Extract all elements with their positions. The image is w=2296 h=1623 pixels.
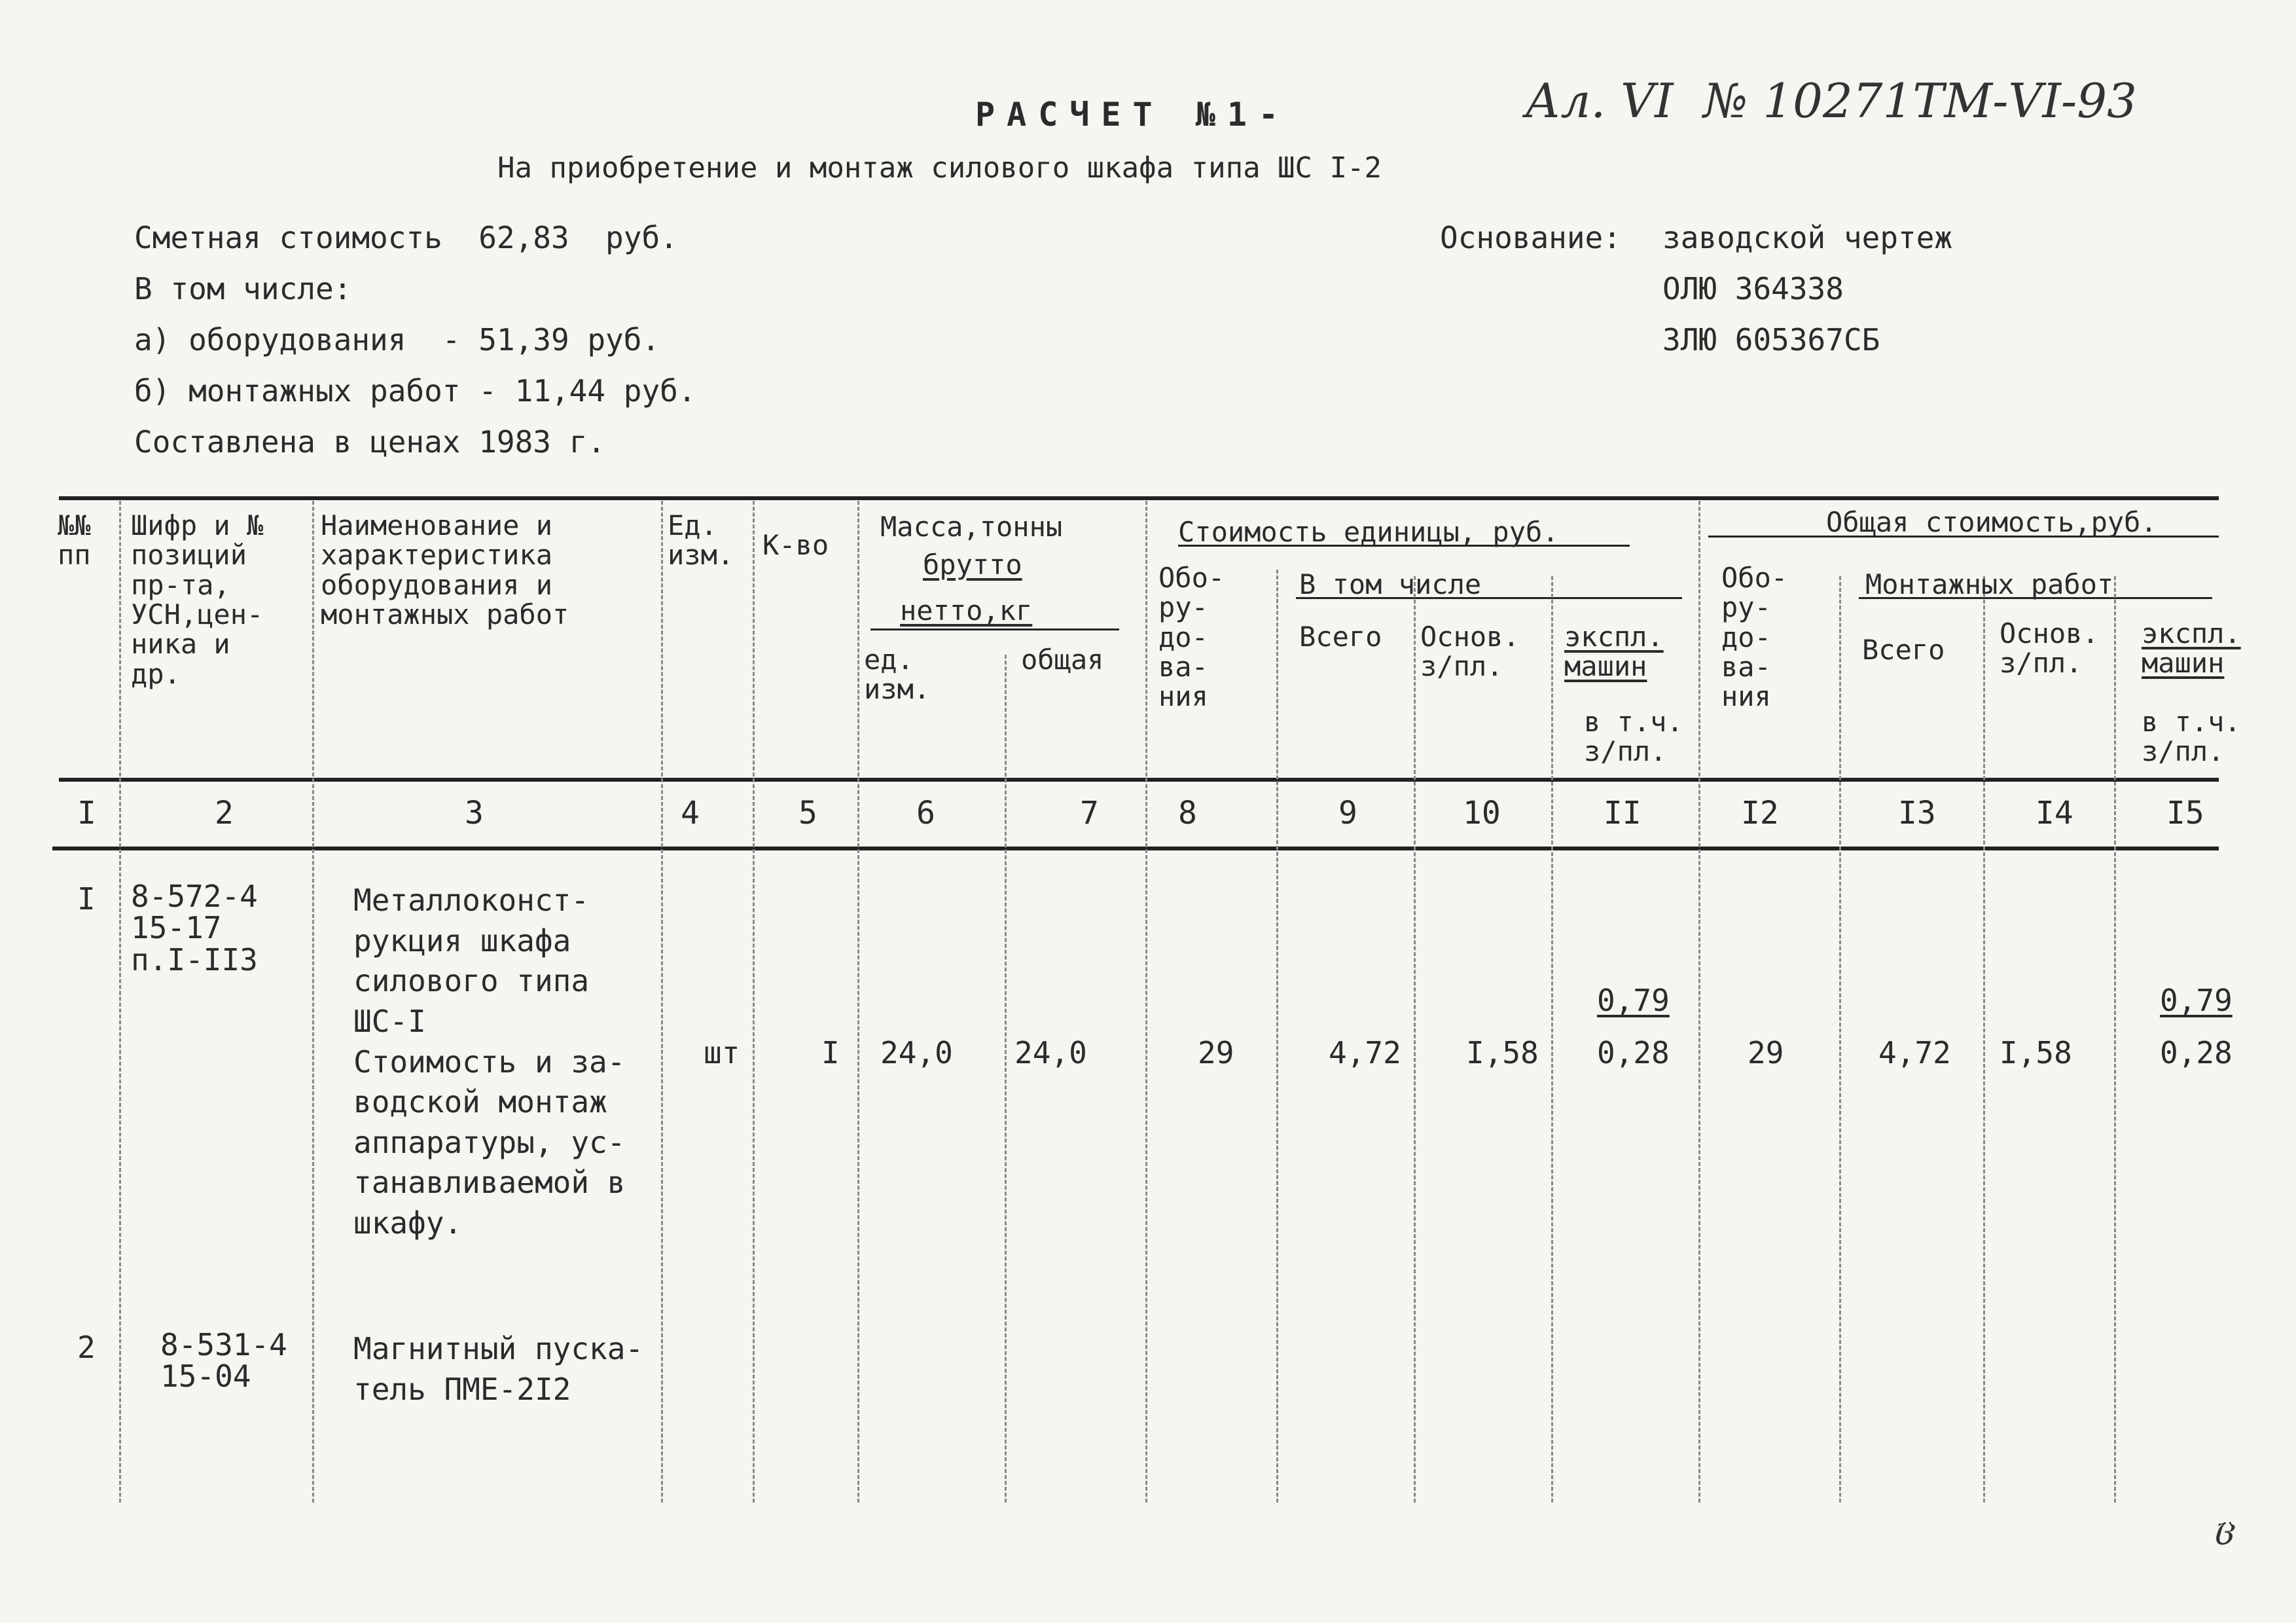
header-name: Наименование и характеристика оборудования и монтажных работ (321, 509, 569, 631)
col-divider (1414, 576, 1416, 1503)
col-divider (1005, 655, 1007, 1503)
header-mass-total: общая (1021, 644, 1104, 676)
row-1-number: I (77, 881, 96, 917)
col-divider (857, 501, 859, 1503)
col-number: 2 (215, 795, 234, 831)
header-incl-group: В том числе (1299, 568, 1482, 600)
row-2-number: 2 (77, 1330, 96, 1365)
mass-group-rule (870, 629, 1119, 630)
header-total-cost-group: Общая стоимость,руб. (1826, 506, 2157, 538)
col-divider (1698, 501, 1700, 1503)
header-mass-group: Масса,тонны (880, 511, 1063, 543)
col-number: 5 (798, 795, 817, 831)
row-1-machines-wage-total: 0,28 (2160, 1035, 2233, 1070)
estimate-cost: Сметная стоимость 62,83 руб. (134, 220, 678, 255)
row-1-name: Металлоконст- рукция шкафа силового типа ШС-I Стоимость и за- водской монтаж аппаратуры, ус- танавливаемой в шкафу. (353, 883, 626, 1241)
row-1-total-unit: 4,72 (1329, 1035, 1401, 1070)
basis-doc-1: ОЛЮ 364338 (1662, 271, 1844, 306)
col-number: I3 (1898, 795, 1936, 831)
header-bottom-rule (59, 778, 2219, 782)
col-divider (1145, 501, 1147, 1503)
col-divider (1983, 576, 1985, 1503)
header-machines-total: экспл. машин (2142, 617, 2241, 680)
row-1-machines-total: 0,79 (2160, 983, 2233, 1018)
col-divider (312, 501, 314, 1503)
header-mass-per-unit: ед. изм. (864, 644, 931, 706)
header-machines-wage-unit: в т.ч. з/пл. (1584, 706, 1683, 768)
header-base-wage-total: Основ. з/пл. (2000, 617, 2099, 680)
row-1-machines-wage-unit: 0,28 (1597, 1035, 1670, 1070)
table-top-rule (59, 496, 2219, 500)
row-1-equipment-unit: 29 (1198, 1035, 1234, 1070)
col-number: I (77, 795, 96, 831)
col-number: 7 (1080, 795, 1099, 831)
col-number: 3 (465, 795, 484, 831)
document-title: РАСЧЕТ №1- (975, 96, 1291, 134)
basis-doc-2: ЗЛЮ 605367СБ (1662, 322, 1880, 357)
basis-drawing: заводской чертеж (1662, 220, 1953, 255)
header-install-group: Монтажных работ (1865, 568, 2114, 600)
row-1-equipment-total: 29 (1748, 1035, 1784, 1070)
col-number: I4 (2036, 795, 2073, 831)
header-equipment-unit: Обо- ру- до- ва- ния (1158, 562, 1225, 713)
header-machines-wage-total: в т.ч. з/пл. (2142, 706, 2241, 768)
numbers-bottom-rule (52, 847, 2219, 850)
row-2-code: 8-531-4 15-04 (160, 1327, 287, 1395)
header-total-unit: Всего (1299, 621, 1382, 653)
header-mass-netto: нетто,кг (900, 594, 1033, 627)
col-divider (119, 501, 121, 1503)
col-number: 6 (916, 795, 935, 831)
header-machines-unit: экспл. машин (1564, 621, 1664, 683)
header-code: Шифр и № позиций пр-та, УСН,цен- ника и др. (131, 509, 264, 690)
header-total-install: Всего (1862, 634, 1945, 666)
header-equipment-total: Обо- ру- до- ва- ния (1721, 562, 1788, 713)
price-basis-year: Составлена в ценах 1983 г. (134, 424, 606, 460)
row-1-quantity: I (821, 1035, 840, 1070)
header-unit: Ед. изм. (668, 509, 734, 572)
row-1-mass-unit: 24,0 (880, 1035, 953, 1070)
equipment-cost: а) оборудования - 51,39 руб. (134, 322, 660, 357)
document-subtitle: На приобретение и монтаж силового шкафа типа ШС I-2 (497, 151, 1382, 185)
col-number: 9 (1338, 795, 1357, 831)
row-1-machines-unit: 0,79 (1597, 983, 1670, 1018)
header-quantity: К-во (762, 529, 829, 561)
col-divider (2114, 576, 2116, 1503)
header-mass-brutto: брутто (923, 549, 1022, 581)
header-base-wage-unit: Основ. з/пл. (1420, 621, 1520, 683)
col-number: I2 (1741, 795, 1779, 831)
handwritten-reference: Ал. VI № 10271ТМ-VI-93 (1525, 73, 2137, 128)
col-number: 8 (1178, 795, 1197, 831)
row-1-total-install: 4,72 (1878, 1035, 1951, 1070)
basis-label: Основание: (1440, 220, 1621, 255)
col-divider (1276, 570, 1278, 1503)
row-1-code: 8-572-4 15-17 п.I-II3 (131, 879, 258, 977)
row-2-name: Магнитный пуска- тель ПМЕ-2I2 (353, 1331, 644, 1407)
including-label: В том числе: (134, 271, 352, 306)
row-1-base-wage-total: I,58 (2000, 1035, 2072, 1070)
col-number: II (1604, 795, 1641, 831)
col-number: 10 (1463, 795, 1501, 831)
header-unit-cost-group: Стоимость единицы, руб. (1178, 516, 1559, 548)
col-divider (1839, 576, 1841, 1503)
col-divider (1551, 576, 1553, 1503)
footer-mark: ც (2215, 1510, 2236, 1545)
col-divider (661, 501, 663, 1503)
row-1-base-wage-unit: I,58 (1466, 1035, 1539, 1070)
row-1-unit: шт (704, 1035, 740, 1070)
col-divider (753, 501, 755, 1503)
col-number: 4 (681, 795, 700, 831)
col-number: I5 (2166, 795, 2204, 831)
header-item-no: №№ пп (58, 509, 91, 572)
row-1-mass-total: 24,0 (1014, 1035, 1087, 1070)
installation-cost: б) монтажных работ - 11,44 руб. (134, 373, 696, 409)
